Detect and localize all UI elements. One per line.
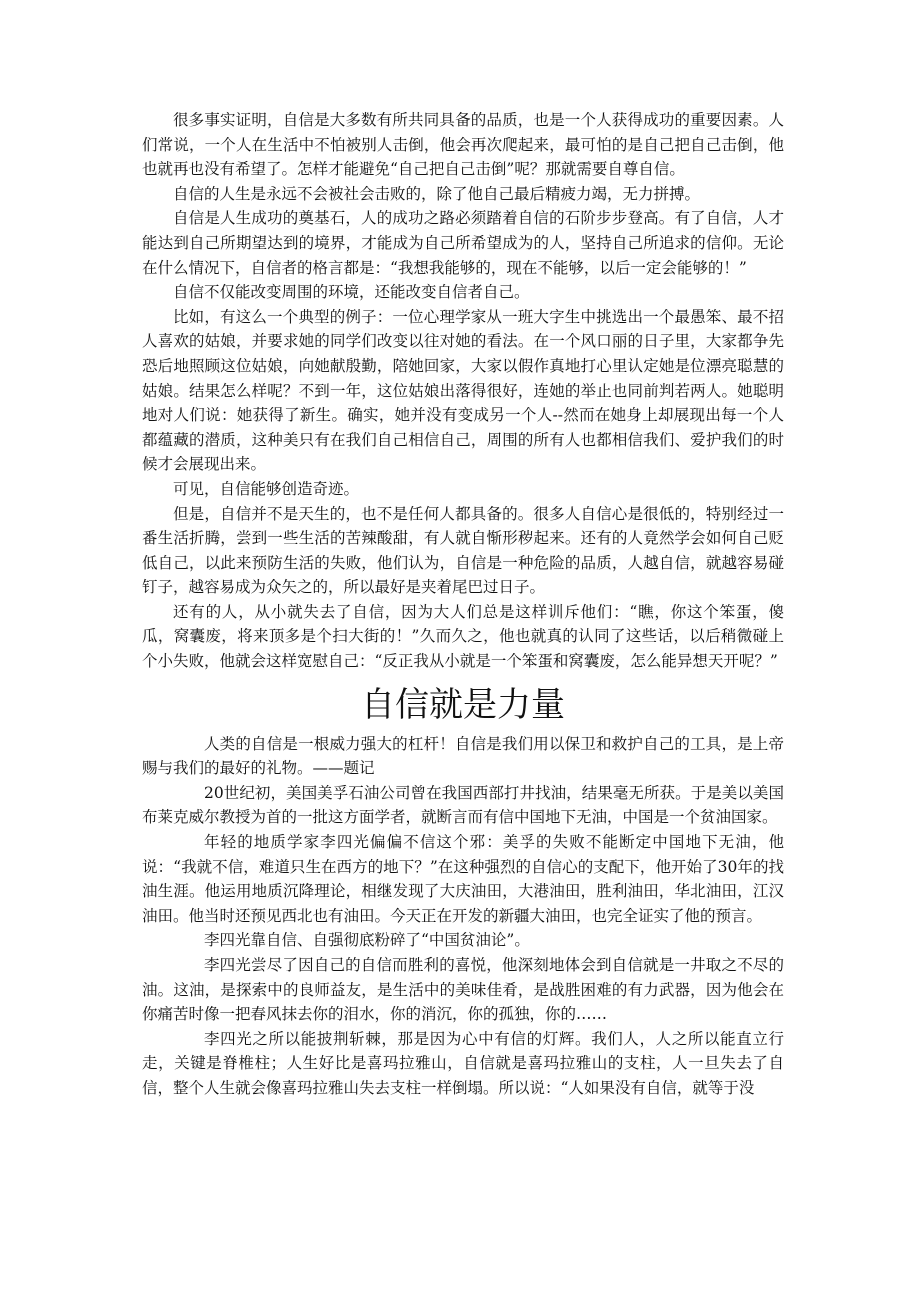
paragraph: 自信不仅能改变周围的环境，还能改变自信者自己。 xyxy=(173,283,530,302)
paragraph: 20世纪初，美国美孚石油公司曾在我国西部打井找油，结果毫无所获。于是美以美国布莱克威尔教授为首的一批这方面学者，就断言而有信中国地下无油，中国是一个贫油国家。 xyxy=(142,783,784,827)
essay-title: 自信就是力量 xyxy=(361,684,565,725)
essay-part-one xyxy=(142,108,784,674)
paragraph: 比如，有这么一个典型的例子：一位心理学家从一班大字生中挑选出一个最愚笨、最不招人喜欢的姑娘，并要求她的同学们改变以往对她的看法。在一个风口丽的日子里，大家都争先恐后地照顾这位姑娘，向她献殷勤，陪她回家，大家以假作真地打心里认定她是位漂亮聪慧的姑娘。结果怎么样呢？不到一年，这位姑娘出落得很好，连她的举止也同前判若两人。她聪明地对人们说：她获得了新生。确实，她并没有变成另一个人--然而在她身上却展现出每一个人都蕴藏的潜质，这种美只有在我们自己相信自己，周围的所有人也都相信我们、爱护我们的时候才会展现出来。 xyxy=(142,307,784,474)
essay-part-two xyxy=(142,732,784,1101)
paragraph: 很多事实证明，自信是大多数有所共同具备的品质，也是一个人获得成功的重要因素。人们常说，一个人在生活中不怕被别人击倒，他会再次爬起来，最可怕的是自己把自己击倒，他也就再也没有希望了。怎样才能避免“自己把自己击倒”呢？那就需要自尊自信。 xyxy=(142,111,784,179)
paragraph: 但是，自信并不是天生的，也不是任何人都具备的。很多人自信心是很低的，特别经过一番生活折腾，尝到一些生活的苦辣酸甜，有人就自惭形秽起来。还有的人竟然学会如何自己贬低自己，以此来预防生活的失败，他们认为，自信是一种危险的品质，人越自信，就越容易碰钉子，越容易成为众矢之的，所以最好是夹着尾巴过日子。 xyxy=(142,504,784,597)
paragraph: 人类的自信是一根威力强大的杠杆！自信是我们用以保卫和救护自己的工具，是上帝赐与我们的最好的礼物。——题记 xyxy=(142,734,784,778)
paragraph: 可见，自信能够创造奇迹。 xyxy=(173,479,360,498)
paragraph: 还有的人，从小就失去了自信，因为大人们总是这样训斥他们：“瞧，你这个笨蛋，傻瓜，窝囊废，将来顶多是个扫大街的！”久而久之，他也就真的认同了这些话，以后稍微碰上个小失败，他就会这样宽慰自己：“反正我从小就是一个笨蛋和窝囊废，怎么能异想天开呢？” xyxy=(142,602,784,671)
paragraph: 李四光尝尽了因自己的自信而胜利的喜悦，他深刻地体会到自信就是一井取之不尽的油。这油，是探索中的良师益友，是生活中的美味佳肴，是战胜困难的有力武器，因为他会在你痛苦时像一把春风抹去你的泪水，你的消沉，你的孤独，你的…… xyxy=(142,956,784,1024)
paragraph: 自信的人生是永远不会被社会击败的，除了他自己最后精疲力竭，无力拼搏。 xyxy=(173,184,701,203)
paragraph: 年轻的地质学家李四光偏偏不信这个邪：美孚的失败不能断定中国地下无油，他说：“我就不信，难道只生在西方的地下？”在这种强烈的自信心的支配下，他开始了30年的找油生涯。他运用地质沉降理论，相继发现了大庆油田，大港油田，胜利油田，华北油田，江汉油田。他当时还预见西北也有油田。今天正在开发的新疆大油田，也完全证实了他的预言。 xyxy=(142,833,784,925)
paragraph: 李四光靠自信、自强彻底粉碎了“中国贫油论”。 xyxy=(204,931,530,950)
paragraph: 李四光之所以能披荆斩棘，那是因为心中有信的灯辉。我们人，人之所以能直立行走，关键是脊椎柱；人生好比是喜玛拉雅山，自信就是喜玛拉雅山的支柱，人一旦失去了自信，整个人生就会像喜玛拉雅山失去支柱一样倒塌。所以说：“人如果没有自信，就等于没 xyxy=(142,1029,784,1097)
paragraph: 自信是人生成功的奠基石，人的成功之路必须踏着自信的石阶步步登高。有了自信，人才能达到自己所期望达到的境界，才能成为自己所希望成为的人，坚持自己所追求的信仰。无论在什么情况下，自信者的格言都是：“我想我能够的，现在不能够，以后一定会能够的！” xyxy=(142,209,784,277)
document-page xyxy=(142,108,784,1101)
